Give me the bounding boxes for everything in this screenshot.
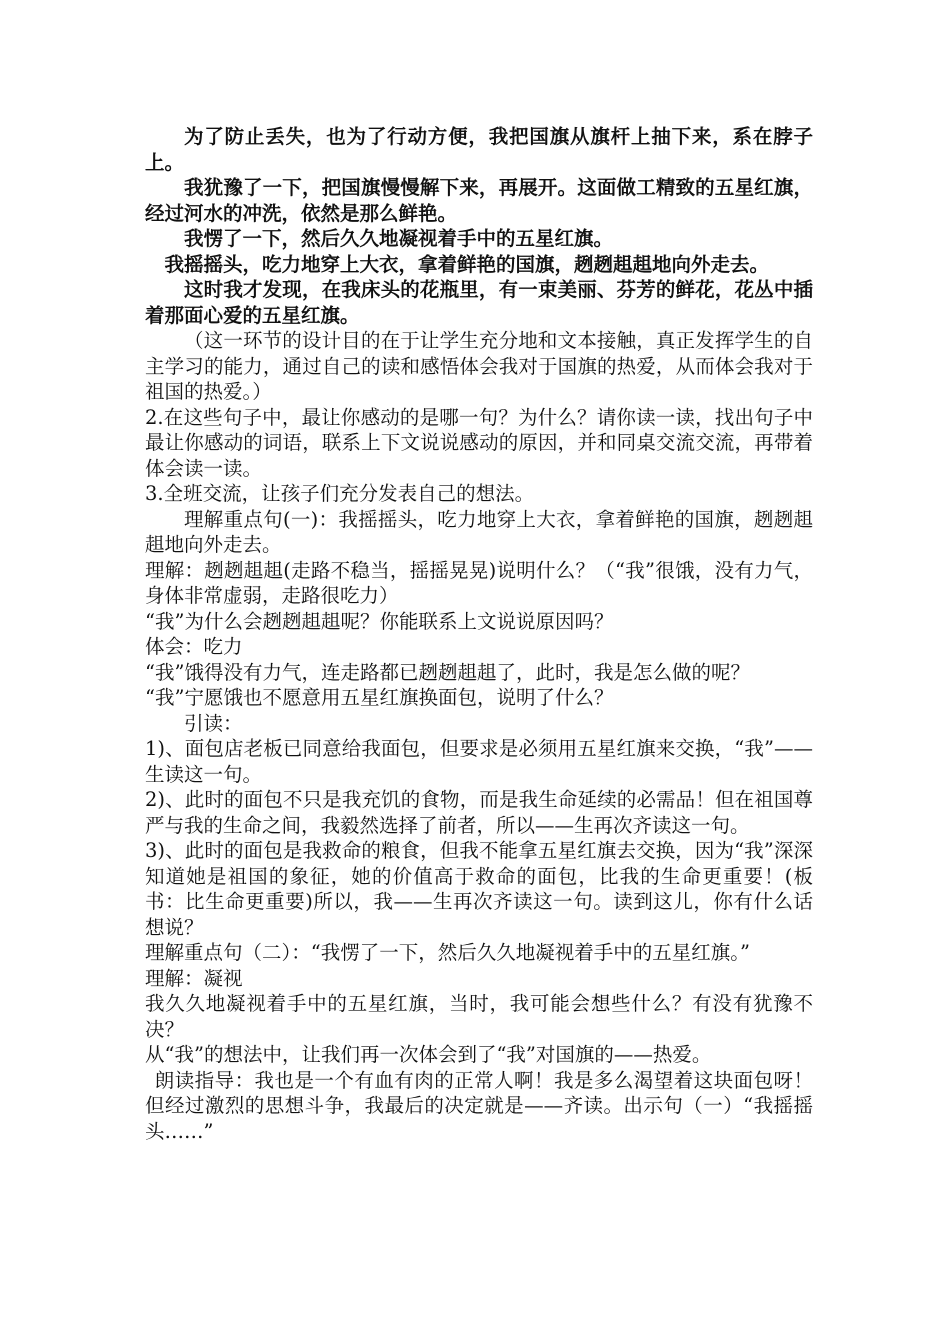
step-2: 2.在这些句子中，最让你感动的是哪一句？为什么？请你读一读，找出句子中最让你感动的词语，联系上下文说说感动的原因，并和同桌交流交流，再带着体会读一读。 bbox=[145, 405, 813, 480]
design-note: （这一环节的设计目的在于让学生充分地和文本接触，真正发挥学生的自主学习的能力，通过自己的读和感悟体会我对于国旗的热爱，从而体会我对于祖国的热爱。） bbox=[145, 329, 813, 403]
reading-guidance: 朗读指导：我也是一个有血有肉的正常人啊！我是多么渴望着这块面包呀！但经过激烈的思想斗争，我最后的决定就是——齐读。出示句（一）“我摇摇头……” bbox=[145, 1068, 813, 1143]
guided-item-3: 3)、此时的面包是我救命的粮食，但我不能拿五星红旗去交换，因为“我”深深知道她是祖国的象征，她的价值高于救命的面包，比我的生命更重要！(板书：比生命更重要)所以，我——生再次齐读这一句。读到这儿，你有什么话想说？ bbox=[145, 839, 813, 939]
paragraph-5: 这时我才发现，在我床头的花瓶里，有一束美丽、芬芳的鲜花，花丛中插着那面心爱的五星红旗。 bbox=[145, 278, 813, 327]
guided-item-1: 1)、面包店老板已同意给我面包，但要求是必须用五星红旗来交换，“我”——生读这一句。 bbox=[145, 737, 813, 786]
question-meaning: “我”宁愿饿也不愿意用五星红旗换面包，说明了什么？ bbox=[145, 686, 614, 709]
love-statement: 从“我”的想法中，让我们再一次体会到了“我”对国旗的——热爱。 bbox=[145, 1043, 712, 1066]
key-sentence-1: 理解重点句(一)：我摇摇头，吃力地穿上大衣，拿着鲜艳的国旗，趔趔趄趄地向外走去。 bbox=[145, 507, 813, 556]
question-what-did: “我”饿得没有力气，连走路都已趔趔趄趄了，此时，我是怎么做的呢？ bbox=[145, 660, 750, 684]
paragraph-2: 我犹豫了一下，把国旗慢慢解下来，再展开。这面做工精致的五星红旗，经过河水的冲洗，依然是那么鲜艳。 bbox=[145, 176, 813, 225]
guided-reading-label: 引读： bbox=[184, 711, 243, 735]
understanding-1: 理解：趔趔趄趄(走路不稳当，摇摇晃晃)说明什么？（“我”很饿，没有力气，身体非常虚弱，走路很吃力） bbox=[145, 558, 813, 607]
understanding-2: 理解：凝视 bbox=[145, 966, 243, 990]
key-sentence-2: 理解重点句（二）：“我愣了一下，然后久久地凝视着手中的五星红旗。” bbox=[145, 941, 750, 964]
experience-label: 体会：吃力 bbox=[145, 635, 243, 658]
step-3: 3.全班交流，让孩子们充分发表自己的想法。 bbox=[145, 482, 535, 505]
paragraph-3: 我愣了一下，然后久久地凝视着手中的五星红旗。 bbox=[184, 227, 614, 250]
guided-item-2: 2)、此时的面包不只是我充饥的食物，而是我生命延续的必需品！但在祖国尊严与我的生命之间，我毅然选择了前者，所以——生再次齐读这一句。 bbox=[145, 788, 813, 837]
document-body bbox=[145, 124, 813, 1144]
paragraph-1: 为了防止丢失，也为了行动方便，我把国旗从旗杆上抽下来，系在脖子上。 bbox=[145, 125, 813, 174]
question-why: “我”为什么会趔趔趄趄呢？你能联系上文说说原因吗？ bbox=[145, 609, 614, 633]
paragraph-4: 我摇摇头，吃力地穿上大衣，拿着鲜艳的国旗，趔趔趄趄地向外走去。 bbox=[164, 252, 770, 276]
question-thinking: 我久久地凝视着手中的五星红旗，当时，我可能会想些什么？有没有犹豫不决？ bbox=[145, 992, 813, 1041]
